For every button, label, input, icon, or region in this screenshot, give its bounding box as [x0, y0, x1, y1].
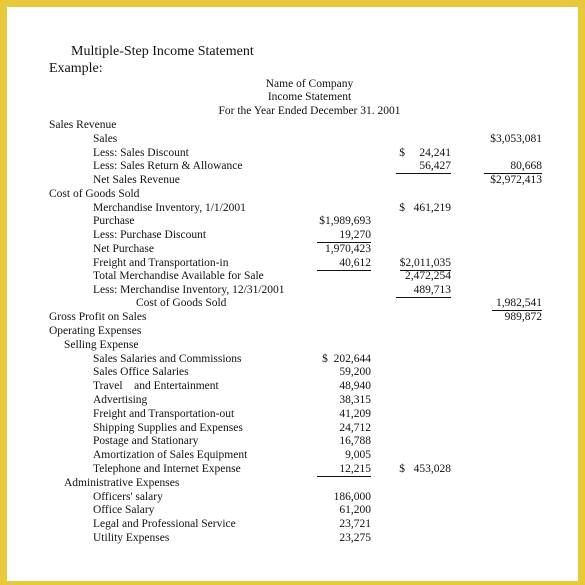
sales-label: Sales	[93, 133, 118, 145]
admin-expense-heading: Administrative Expenses	[64, 477, 180, 489]
selling-item-label: Telephone and Internet Expense	[93, 463, 241, 475]
selling-item-label: Travel and Entertainment	[93, 380, 219, 392]
purchase-discount-label: Less: Purchase Discount	[93, 229, 207, 241]
inventory-begin-value: $ 461,219	[399, 202, 451, 214]
selling-item-value: 24,712	[339, 422, 371, 434]
admin-item-value: 61,200	[339, 504, 371, 516]
gross-profit-label: Gross Profit on Sales	[49, 311, 147, 323]
freight-in-value: 40,612	[317, 257, 371, 271]
selling-item-label: Sales Office Salaries	[93, 366, 189, 378]
selling-item-value: 41,209	[339, 408, 371, 420]
sales-returns-label: Less: Sales Return & Allowance	[93, 160, 243, 172]
cogs-heading: Cost of Goods Sold	[49, 188, 140, 200]
selling-item-value: 12,215	[317, 463, 371, 477]
operating-expenses-heading: Operating Expenses	[49, 325, 142, 337]
sales-returns-value: 56,427	[396, 160, 451, 174]
sales-returns-total: 80,668	[484, 160, 542, 174]
inventory-begin-label: Merchandise Inventory, 1/1/2001	[93, 202, 246, 214]
inventory-end-label: Less: Merchandise Inventory, 12/31/2001	[93, 284, 285, 296]
selling-item-label: Shipping Supplies and Expenses	[93, 422, 243, 434]
selling-item-label: Advertising	[93, 394, 148, 406]
selling-item-value: $ 202,644	[322, 353, 371, 365]
inventory-end-value: 489,713	[396, 284, 451, 298]
example-label: Example:	[49, 61, 103, 76]
gross-profit-value: 989,872	[504, 311, 542, 323]
selling-item-value: 9,005	[345, 449, 371, 461]
admin-item-label: Utility Expenses	[93, 532, 170, 544]
admin-item-label: Officers' salary	[93, 491, 163, 503]
selling-item-label: Postage and Stationary	[93, 435, 199, 447]
statement-name: Income Statement	[267, 91, 352, 103]
freight-in-total: $2,011,035	[399, 257, 451, 269]
selling-item-value: 16,788	[339, 435, 371, 447]
sales-revenue-heading: Sales Revenue	[49, 119, 117, 131]
selling-item-value: 48,940	[339, 380, 371, 392]
sales-discount-label: Less: Sales Discount	[93, 147, 189, 159]
selling-item-label: Sales Salaries and Commissions	[93, 353, 242, 365]
admin-item-value: 186,000	[333, 491, 371, 503]
cogs-total-label: Cost of Goods Sold	[136, 297, 227, 309]
net-sales-value: $2,972,413	[490, 174, 542, 186]
selling-expense-total: $ 453,028	[399, 463, 451, 475]
net-purchase-value: 1,970,423	[325, 243, 371, 255]
document-page	[7, 7, 578, 581]
cogs-total-value: 1,982,541	[492, 297, 542, 311]
company-name: Name of Company	[265, 78, 354, 90]
admin-item-label: Office Salary	[93, 504, 155, 516]
admin-item-label: Legal and Professional Service	[93, 518, 236, 530]
purchase-discount-value: 19,270	[317, 229, 371, 243]
total-available-label: Total Merchandise Available for Sale	[93, 270, 264, 282]
admin-item-value: 23,721	[339, 518, 371, 530]
selling-item-value: 59,200	[339, 366, 371, 378]
statement-period: For the Year Ended December 31. 2001	[218, 105, 401, 117]
purchase-label: Purchase	[93, 215, 135, 227]
statement-title: Multiple-Step Income Statement	[71, 44, 254, 59]
selling-expense-heading: Selling Expense	[64, 339, 139, 351]
admin-item-value: 23,275	[339, 532, 371, 544]
selling-item-label: Amortization of Sales Equipment	[93, 449, 248, 461]
purchase-value: $1,989,693	[319, 215, 371, 227]
total-available-value: 2,472,254	[405, 270, 451, 282]
sales-discount-value: $ 24,241	[399, 147, 451, 159]
net-sales-label: Net Sales Revenue	[93, 174, 180, 186]
selling-item-label: Freight and Transportation-out	[93, 408, 235, 420]
net-purchase-label: Net Purchase	[93, 243, 154, 255]
freight-in-label: Freight and Transportation-in	[93, 257, 229, 269]
selling-item-value: 38,315	[339, 394, 371, 406]
sales-value: $3,053,081	[490, 133, 542, 145]
